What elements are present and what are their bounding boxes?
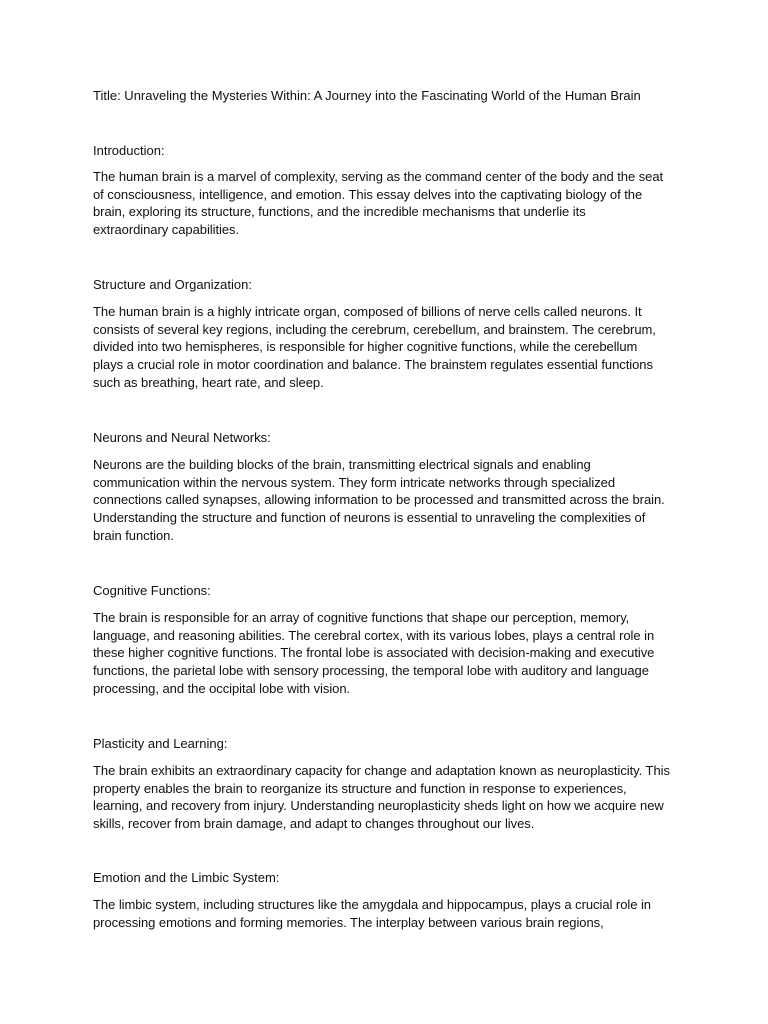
paragraph-line: extraordinary capabilities.: [93, 222, 240, 238]
paragraph-line: processing, and the occipital lobe with vision.: [93, 680, 351, 696]
paragraph-line: connections called synapses, allowing information to be processed and transmitted across the brain.: [93, 492, 665, 508]
paragraph-line: such as breathing, heart rate, and sleep.: [93, 374, 324, 390]
paragraph-line: of consciousness, intelligence, and emotion. This essay delves into the captivating biology of the: [93, 186, 643, 202]
paragraph-line: consists of several key regions, including the cerebrum, cerebellum, and brainstem. The cerebrum,: [93, 321, 656, 337]
paragraph-line: Understanding the structure and function of neurons is essential to unraveling the complexities of: [93, 510, 646, 526]
paragraph-line: The limbic system, including structures like the amygdala and hippocampus, plays a crucial role in: [93, 897, 651, 912]
paragraph-line: these higher cognitive functions. The frontal lobe is associated with decision-making and executive: [93, 645, 655, 661]
paragraph-line: The brain is responsible for an array of cognitive functions that shape our perception, memory,: [93, 610, 630, 625]
section-heading-plasticity: Plasticity and Learning:: [93, 736, 228, 751]
paragraph-line: divided into two hemispheres, is responsible for higher cognitive functions, while the cerebellum: [93, 339, 638, 355]
paragraph-line: skills, recover from brain damage, and adapt to changes throughout our lives.: [93, 816, 535, 832]
document-title: Title: Unraveling the Mysteries Within: A Journey into the Fascinating World of the Human Brain: [93, 88, 641, 103]
section-heading-emotion: Emotion and the Limbic System:: [93, 870, 280, 885]
paragraph-line: communication within the nervous system. They form intricate networks through specialized: [93, 474, 616, 490]
section-paragraph-cognitive-functions: [93, 609, 673, 698]
paragraph-line: functions, the parietal lobe with sensory processing, the temporal lobe with auditory and language: [93, 663, 649, 679]
section-paragraph-neurons: [93, 456, 673, 545]
section-paragraph-introduction: [93, 168, 673, 239]
section-heading-structure: Structure and Organization:: [93, 277, 252, 292]
paragraph-line: The brain exhibits an extraordinary capacity for change and adaptation known as neuroplasticity. This: [93, 763, 670, 778]
paragraph-line: The human brain is a highly intricate organ, composed of billions of nerve cells called neurons. It: [93, 304, 642, 319]
section-heading-introduction: Introduction:: [93, 143, 165, 158]
paragraph-line: language, and reasoning abilities. The cerebral cortex, with its various lobes, plays a central role in: [93, 627, 655, 643]
section-heading-neurons: Neurons and Neural Networks:: [93, 430, 271, 445]
section-paragraph-structure: [93, 303, 673, 392]
section-heading-cognitive-functions: Cognitive Functions:: [93, 583, 211, 598]
paragraph-line: Neurons are the building blocks of the brain, transmitting electrical signals and enabling: [93, 457, 591, 472]
paragraph-line: property enables the brain to reorganize its structure and function in response to experiences,: [93, 780, 627, 796]
paragraph-line: The human brain is a marvel of complexity, serving as the command center of the body and the seat: [93, 169, 664, 184]
paragraph-line: brain function.: [93, 527, 174, 543]
section-paragraph-emotion: [93, 896, 673, 931]
paragraph-line: learning, and recovery from injury. Understanding neuroplasticity sheds light on how we acquire new: [93, 798, 664, 814]
paragraph-line: plays a crucial role in motor coordination and balance. The brainstem regulates essential functions: [93, 357, 653, 373]
paragraph-line: brain, exploring its structure, functions, and the incredible mechanisms that underlie its: [93, 204, 586, 220]
section-paragraph-plasticity: [93, 762, 673, 833]
paragraph-line: processing emotions and forming memories. The interplay between various brain regions,: [93, 914, 604, 930]
